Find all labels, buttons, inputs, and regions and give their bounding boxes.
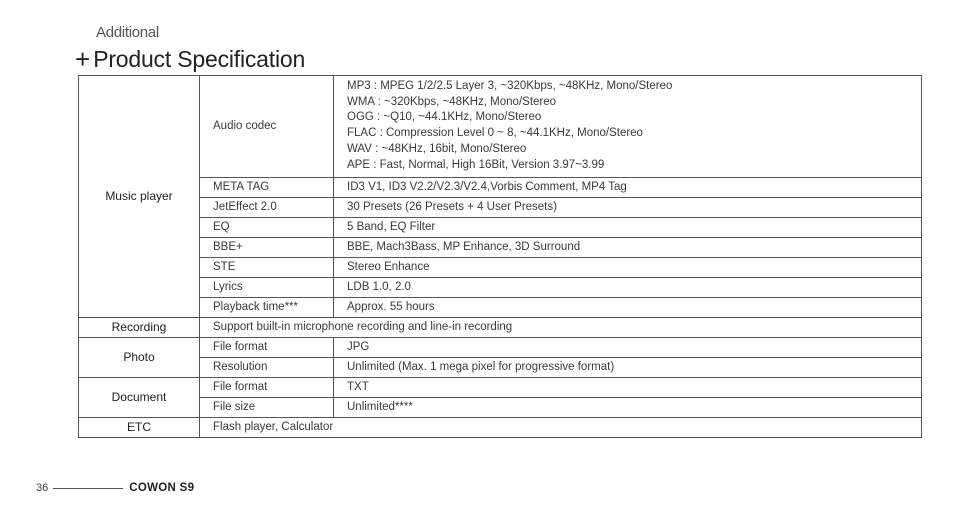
row-value-lyrics: LDB 1.0, 2.0 [334,278,922,298]
row-value-eq: 5 Band, EQ Filter [334,218,922,238]
category-etc: ETC [79,418,200,438]
row-value-jeteffect: 30 Presets (26 Presets + 4 User Presets) [334,198,922,218]
table-row [79,76,922,178]
codec-line-wav: WAV : ~48KHz, 16bit, Mono/Stereo [347,142,527,155]
codec-line-flac: FLAC : Compression Level 0 ~ 8, ~44.1KHz, Mono/Stereo [347,127,643,140]
plus-icon: + [75,44,91,74]
page-number: 36 [36,482,49,494]
row-label-eq: EQ [200,218,334,238]
row-label-ste: STE [200,258,334,278]
table-row [79,278,922,298]
table-row [79,218,922,238]
category-recording: Recording [79,318,200,338]
row-value-meta-tag: ID3 V1, ID3 V2.2/V2.3/V2.4,Vorbis Comment, MP4 Tag [334,178,922,198]
table-row [79,378,922,398]
table-row [79,178,922,198]
row-label-playback-time: Playback time*** [200,298,334,318]
page-footer [36,482,194,494]
row-label-document-format: File format [200,378,334,398]
codec-line-ape: APE : Fast, Normal, High 16Bit, Version 3.97~3.99 [347,158,605,171]
category-music-player: Music player [79,76,200,318]
table-row [79,238,922,258]
row-value-bbe: BBE, Mach3Bass, MP Enhance, 3D Surround [334,238,922,258]
title-row [75,45,305,73]
table-row [79,198,922,218]
row-label-meta-tag: META TAG [200,178,334,198]
audio-codec-values [334,76,922,178]
row-label-bbe: BBE+ [200,238,334,258]
row-label-lyrics: Lyrics [200,278,334,298]
row-value-document-size: Unlimited**** [334,398,922,418]
table-row [79,398,922,418]
category-document: Document [79,378,200,418]
codec-line-wma: WMA : ~320Kbps, ~48KHz, Mono/Stereo [347,95,557,108]
category-photo: Photo [79,338,200,378]
row-label-document-size: File size [200,398,334,418]
row-value-recording: Support built-in microphone recording and line-in recording [200,318,922,338]
row-value-ste: Stereo Enhance [334,258,922,278]
codec-line-ogg: OGG : ~Q10, ~44.1KHz, Mono/Stereo [347,111,542,124]
row-label-jeteffect: JetEffect 2.0 [200,198,334,218]
row-value-playback-time: Approx. 55 hours [334,298,922,318]
codec-line-mp3: MP3 : MPEG 1/2/2.5 Layer 3, ~320Kbps, ~48KHz, Mono/Stereo [347,80,673,92]
table-row [79,298,922,318]
row-label-photo-resolution: Resolution [200,358,334,378]
footer-rule [53,488,123,489]
page-title: Product Specification [93,46,306,72]
table-row [79,418,922,438]
row-value-photo-resolution: Unlimited (Max. 1 mega pixel for progressive format) [334,358,922,378]
row-value-photo-format: JPG [334,338,922,358]
row-value-document-format: TXT [334,378,922,398]
table-row [79,318,922,338]
table-row [79,258,922,278]
row-label-photo-format: File format [200,338,334,358]
table-row [79,338,922,358]
row-value-etc: Flash player, Calculator [200,418,922,438]
table-row [79,358,922,378]
row-label-audio-codec: Audio codec [200,76,334,178]
spec-table [78,75,922,438]
brand-logo: COWON S9 [129,482,195,494]
section-label: Additional [96,24,159,41]
